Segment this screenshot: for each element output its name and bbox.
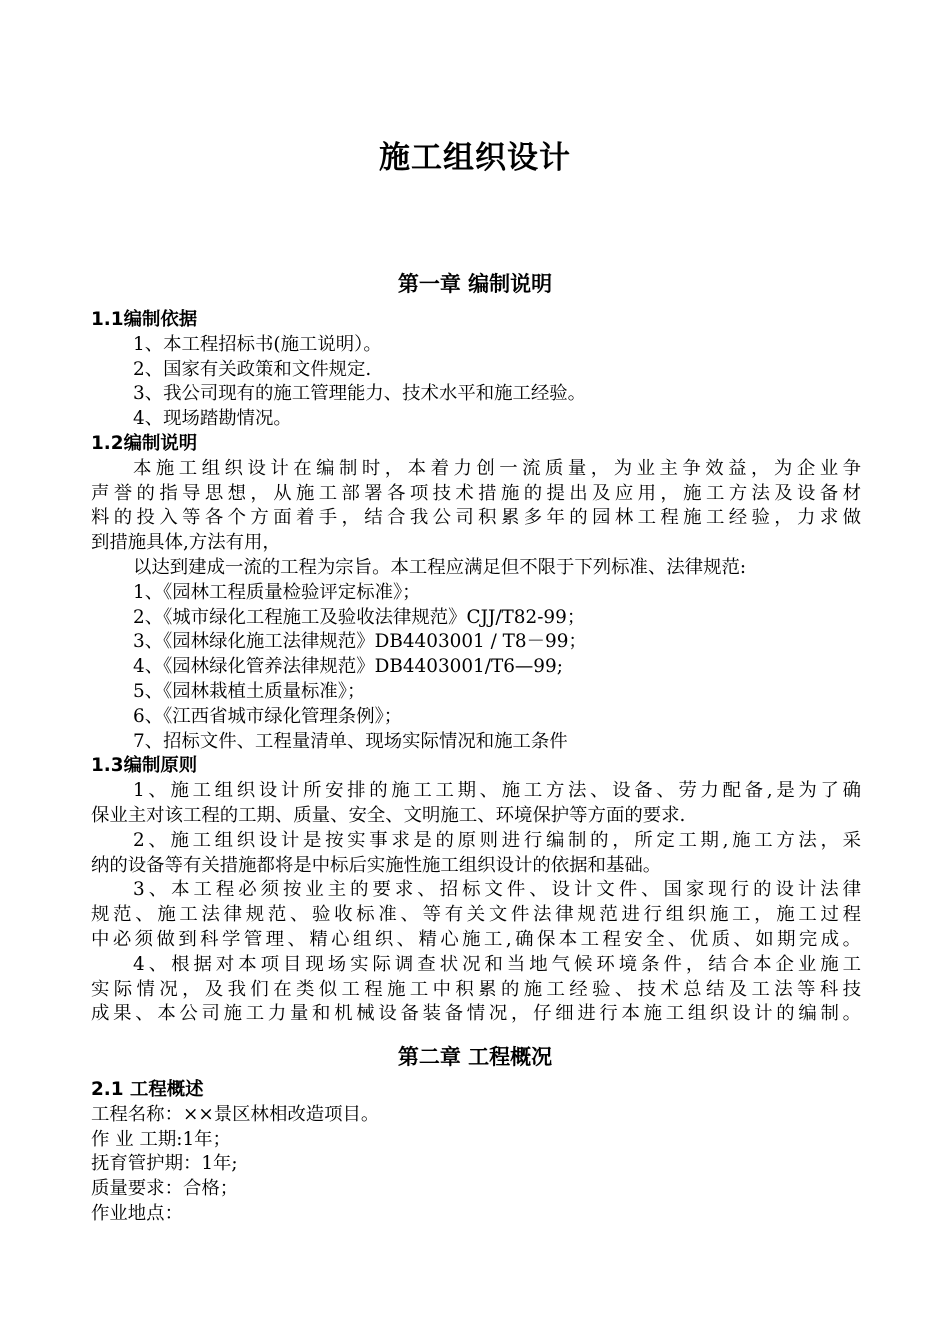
document-title: 施工组织设计 [379,140,571,176]
section-1-1-heading: 1.1编制依据 [91,309,198,330]
paragraph-line: 中必须做到科学管理、精心组织、精心施工,确保本工程安全、优质、如期完成。 [91,928,861,950]
chapter-1-body [91,308,861,1027]
paragraph-line: 规范、施工法律规范、验收标准、等有关文件法律规范进行组织施工，施工过程 [91,904,861,926]
list-item: 7、招标文件、工程量清单、现场实际情况和施工条件 [133,730,568,752]
paragraph-line: 以达到建成一流的工程为宗旨。本工程应满足但不限于下列标准、法律规范: [133,556,747,578]
paragraph-line: 2、施工组织设计是按实事求是的原则进行编制的，所定工期,施工方法，采 [133,829,861,851]
paragraph-line: 本施工组织设计在编制时，本着力创一流质量，为业主争效益，为企业争 [133,457,861,479]
chapter-2-body [91,1078,861,1227]
section-1-3-heading: 1.3编制原则 [91,755,198,777]
paragraph-line: 实际情况，及我们在类似工程施工中积累的施工经验、技术总结及工法等科技 [91,978,861,1000]
project-field: 质量要求：合格； [91,1178,239,1200]
project-field: 作业地点： [91,1202,183,1224]
project-field: 工程名称：××景区林相改造项目。 [91,1103,380,1125]
list-item: 2、国家有关政策和文件规定. [133,358,372,380]
section-1-2-heading: 1.2编制说明 [91,432,198,454]
chapter-2-title: 第二章 工程概况 [397,1045,553,1069]
list-item: 3、我公司现有的施工管理能力、技术水平和施工经验。 [133,383,587,405]
paragraph-line: 料的投入等各个方面着手，结合我公司积累多年的园林工程施工经验，力求做 [91,507,861,529]
paragraph-line: 声誉的指导思想，从施工部署各项技术措施的提出及应用，施工方法及设备材 [91,482,861,504]
list-item: 3、《园林绿化施工法律规范》DB4403001 / T8－99； [133,631,587,653]
list-item: 6、《江西省城市绿化管理条例》； [133,705,403,727]
project-field: 作 业 工期:1年； [91,1128,231,1150]
list-item: 4、《园林绿化管养法律规范》DB4403001/T6—99; [133,656,563,678]
paragraph-line: 纳的设备等有关措施都将是中标后实施性施工组织设计的依据和基础。 [91,854,662,876]
paragraph-line: 到措施具体,方法有用， [91,532,281,554]
section-2-1-heading: 2.1 工程概述 [91,1079,204,1100]
list-item: 2、《城市绿化工程施工及验收法律规范》CJJ/T82-99； [133,606,586,628]
paragraph-line: 1、施工组织设计所安排的施工工期、施工方法、设备、劳力配备,是为了确 [133,780,861,802]
paragraph-line: 保业主对该工程的工期、质量、安全、文明施工、环境保护等方面的要求. [91,804,686,826]
list-item: 4、现场踏勘情况。 [133,408,292,430]
paragraph-line: 成果、本公司施工力量和机械设备装备情况，仔细进行本施工组织设计的编制。 [91,1003,861,1025]
list-item: 1、本工程招标书(施工说明）。 [133,333,382,355]
paragraph-line: 4、根据对本项目现场实际调查状况和当地气候环境条件，结合本企业施工 [133,953,861,975]
list-item: 1、《园林工程质量检验评定标准》； [133,581,421,603]
paragraph-line: 3、本工程必须按业主的要求、招标文件、设计文件、国家现行的设计法律 [133,879,861,901]
project-field: 抚育管护期：1年; [91,1153,238,1175]
chapter-1-title: 第一章 编制说明 [397,272,553,296]
list-item: 5、《园林栽植土质量标准》； [133,680,366,702]
